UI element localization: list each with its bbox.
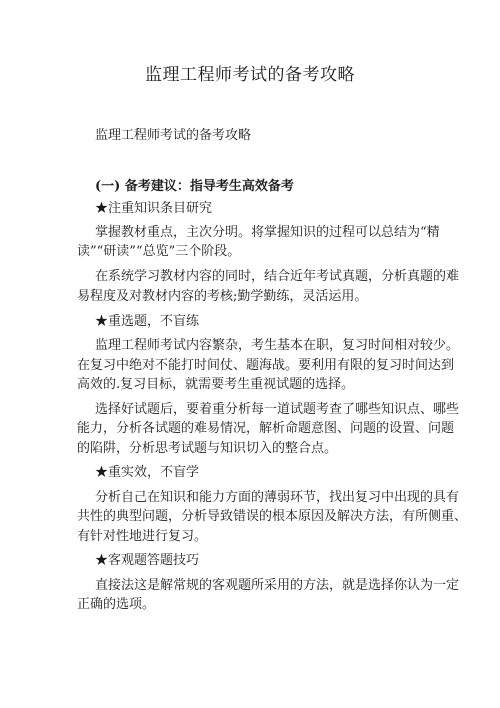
document-subtitle: 监理工程师考试的备考攻略 — [95, 128, 252, 143]
paragraph-line: 读”“研读”“总览”三个阶段。 — [77, 244, 241, 259]
paragraph-line: 共性的典型问题，分析导致错误的根本原因及解决方法，有所侧重、 — [77, 509, 468, 524]
bullet-heading-4: ★客观题答题技巧 — [95, 553, 200, 568]
paragraph-line: 在系统学习教材内容的同时，结合近年考试真题，分析真题的难 — [95, 269, 460, 284]
bullet-heading-3: ★重实效，不盲学 — [95, 465, 200, 480]
paragraph-line: 掌握教材重点，主次分明。将掌握知识的过程可以总结为“精 — [95, 225, 440, 240]
paragraph-line: 选择好试题后，要着重分析每一道试题考查了哪些知识点、哪些 — [95, 402, 460, 417]
paragraph-line: 在复习中绝对不能打时间仗、题海战。要利用有限的复习时间达到 — [77, 358, 455, 373]
paragraph-line: 能力，分析各试题的难易情况，解析命题意图、问题的设置、问题 — [77, 421, 455, 436]
section-heading: (一) 备考建议：指导考生高效备考 — [95, 179, 294, 194]
paragraph-line: 易程度及对教材内容的考核;勤学勤练，灵活运用。 — [77, 289, 368, 304]
document-title: 监理工程师考试的备考攻略 — [145, 65, 355, 85]
bullet-heading-2: ★重选题，不盲练 — [95, 314, 200, 329]
bullet-heading-1: ★注重知识条目研究 — [95, 201, 213, 216]
paragraph-line: 有针对性地进行复习。 — [77, 529, 208, 544]
paragraph-line: 高效的.复习目标，就需要考生重视试题的选择。 — [77, 377, 355, 392]
paragraph-line: 监理工程师考试内容繁杂，考生基本在职，复习时间相对较少。 — [95, 338, 460, 353]
paragraph-line: 的陷阱，分析思考试题与知识切入的整合点。 — [77, 441, 338, 456]
paragraph-line: 直接法这是解常规的客观题所采用的方法，就是选择你认为一定 — [95, 578, 460, 593]
paragraph-line: 分析自己在知识和能力方面的薄弱环节，找出复习中出现的具有 — [95, 490, 460, 505]
paragraph-line: 正确的选项。 — [77, 597, 156, 612]
